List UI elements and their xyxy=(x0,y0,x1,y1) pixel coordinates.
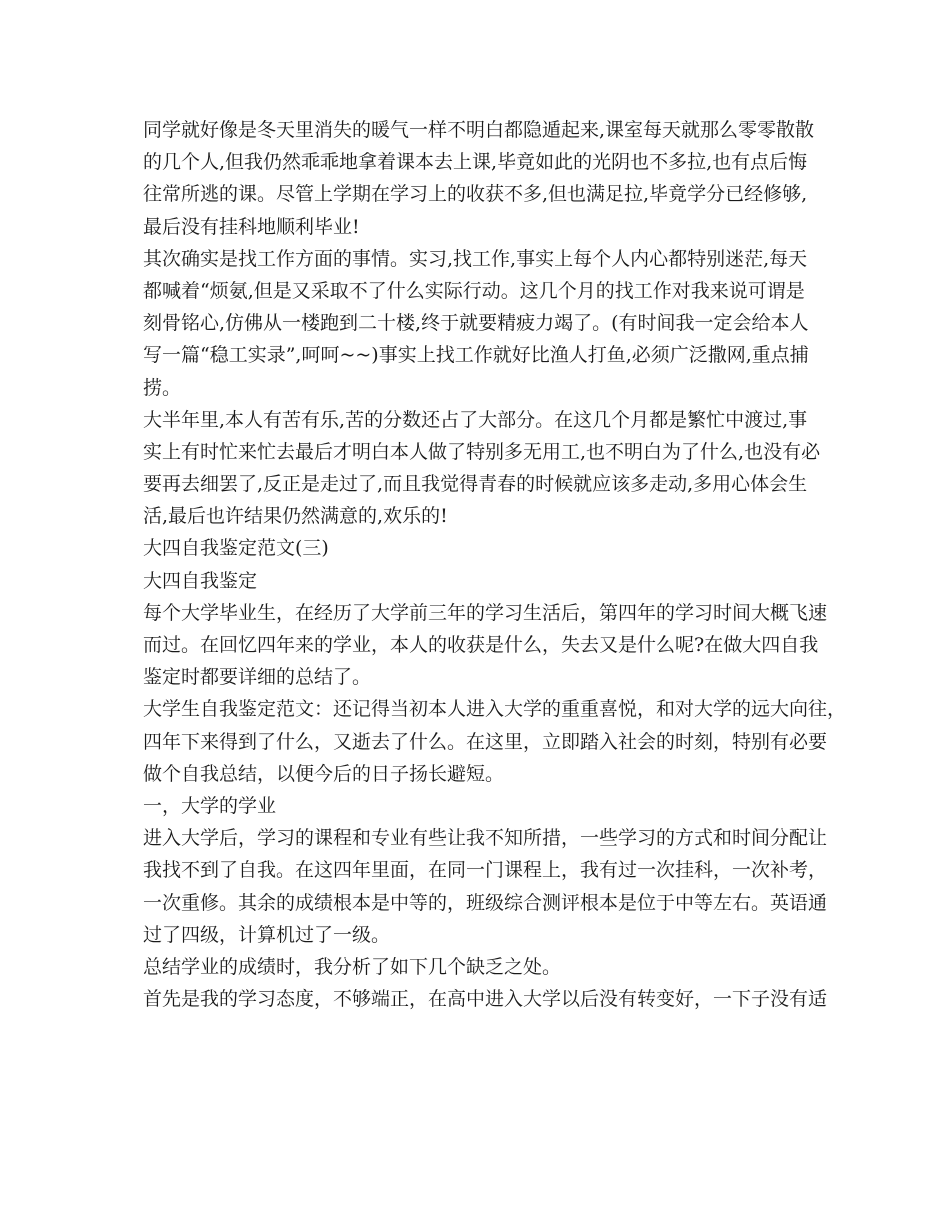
text-line: 一次重修。其余的成绩根本是中等的，班级综合测评根本是位于中等左右。英语通 xyxy=(143,891,828,914)
text-line: 我找不到了自我。在这四年里面，在同一门课程上，我有过一次挂科，一次补考， xyxy=(143,859,828,882)
text-line: 而过。在回忆四年来的学业，本人的收获是什么，失去又是什么呢?在做大四自我 xyxy=(143,634,819,656)
text-line: 进入大学后，学习的课程和专业有些让我不知所措，一些学习的方式和时间分配让 xyxy=(143,827,828,850)
text-line: 大学生自我鉴定范文：还记得当初本人进入大学的重重喜悦，和对大学的远大向往， xyxy=(143,698,847,721)
text-line: 最后没有挂科地顺利毕业! xyxy=(143,215,360,238)
subsection-heading: 一，大学的学业 xyxy=(143,794,277,817)
text-line: 首先是我的学习态度，不够端正，在高中进入大学以后没有转变好，一下子没有适 xyxy=(143,988,828,1011)
text-line: 同学就好像是冬天里消失的暖气一样不明白都隐遁起来,课室每天就那么零零散散 xyxy=(143,119,815,141)
text-line: 的几个人,但我仍然乖乖地拿着课本去上课,毕竟如此的光阴也不多拉,也有点后悔 xyxy=(143,151,808,174)
text-line: 刻骨铭心,仿佛从一楼跑到二十楼,终于就要精疲力竭了。(有时间我一定会给本人 xyxy=(143,312,809,335)
text-line: 做个自我总结，以便今后的日子扬长避短。 xyxy=(143,762,505,785)
text-line: 要再去细罢了,反正是走过了,而且我觉得青春的时候就应该多走动,多用心体会生 xyxy=(143,473,808,496)
text-line: 鉴定时都要详细的总结了。 xyxy=(143,666,372,689)
section-heading: 大四自我鉴定 xyxy=(143,569,258,592)
text-line: 其次确实是找工作方面的事情。实习,找工作,事实上每个人内心都特别迷茫,每天 xyxy=(143,247,808,270)
text-line: 写一篇“稳工实录”,呵呵~~)事实上找工作就好比渔人打鱼,必须广泛撒网,重点捕 xyxy=(143,344,809,367)
document-body xyxy=(143,114,847,1015)
text-line: 每个大学毕业生，在经历了大学前三年的学习生活后，第四年的学习时间大概飞速 xyxy=(143,601,828,624)
text-line: 四年下来得到了什么，又逝去了什么。在这里，立即踏入社会的时刻，特别有必要 xyxy=(143,730,828,753)
text-line: 捞。 xyxy=(143,376,182,399)
text-line: 往常所逃的课。尽管上学期在学习上的收获不多,但也满足拉,毕竟学分已经修够, xyxy=(143,183,808,206)
text-line: 总结学业的成绩时，我分析了如下几个缺乏之处。 xyxy=(143,955,562,978)
text-line: 实上有时忙来忙去最后才明白本人做了特别多无用工,也不明白为了什么,也没有必 xyxy=(143,440,821,463)
text-line: 大半年里,本人有苦有乐,苦的分数还占了大部分。在这几个月都是繁忙中渡过,事 xyxy=(143,408,808,431)
text-line: 过了四级，计算机过了一级。 xyxy=(143,923,391,946)
text-line: 活,最后也许结果仍然满意的,欢乐的! xyxy=(143,505,448,528)
text-line: 都喊着“烦氨,但是又采取不了什么实际行动。这几个月的找工作对我来说可谓是 xyxy=(143,279,805,302)
section-heading: 大四自我鉴定范文(三) xyxy=(143,537,329,560)
